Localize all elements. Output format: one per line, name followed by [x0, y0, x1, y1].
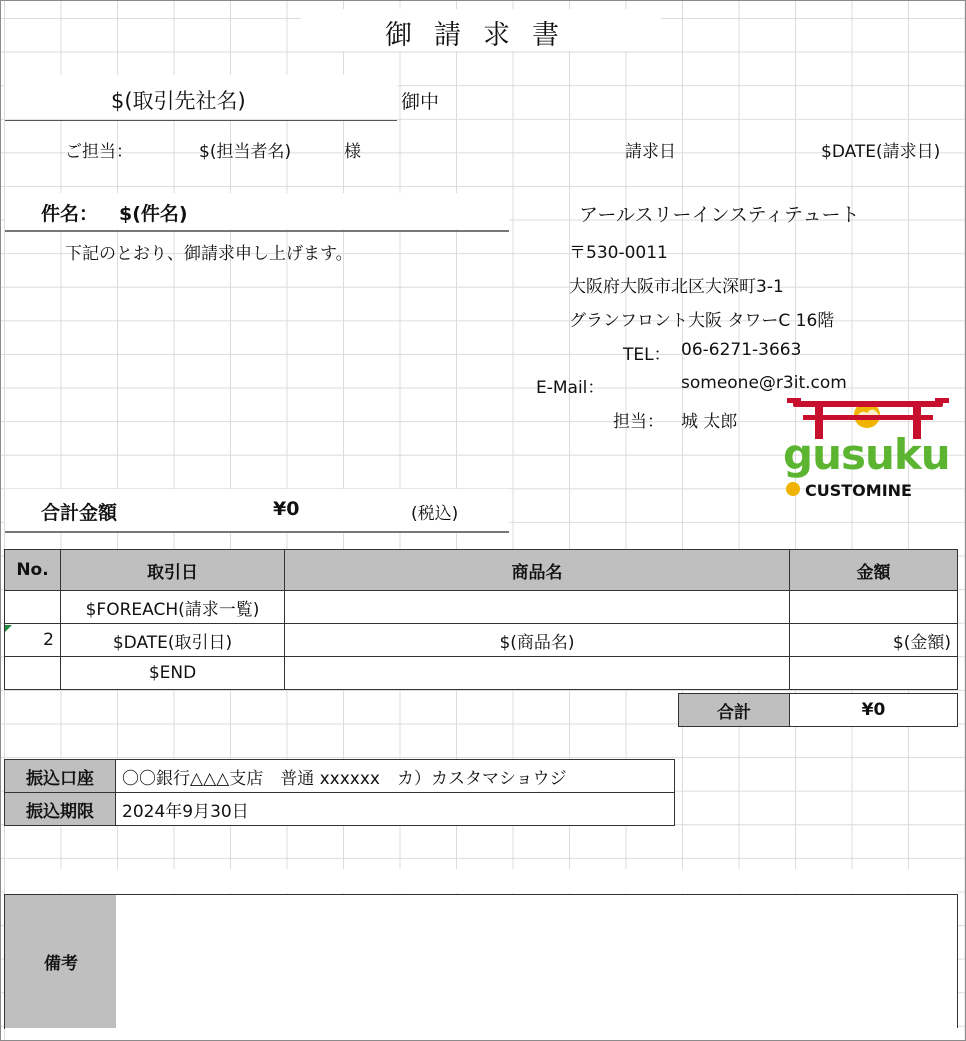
contact-label: ご担当： — [65, 142, 133, 162]
bank-table — [4, 759, 675, 826]
client-name: $(取引先社名) — [111, 89, 246, 113]
table-row — [5, 624, 958, 657]
header-no[interactable]: No. — [5, 550, 61, 591]
issuer-staff-value: 城 太郎 — [681, 412, 738, 432]
remarks-label[interactable]: 備考 — [4, 894, 118, 1029]
subject-value: $(件名) — [119, 203, 188, 225]
total-amount-value: ¥0 — [273, 498, 300, 520]
cell-amount[interactable] — [790, 657, 958, 690]
cell-amount[interactable]: $(金額) — [790, 624, 958, 657]
issuer-tel-label: TEL： — [623, 345, 671, 365]
cell-no[interactable] — [5, 591, 61, 624]
issuer-company: アールスリーインスティテュート — [579, 204, 860, 226]
cell-error-indicator-icon — [5, 625, 12, 632]
logo-wordmark: gusuku — [783, 430, 950, 479]
header-product[interactable]: 商品名 — [285, 550, 790, 591]
client-underline — [5, 120, 397, 121]
bank-account-label[interactable]: 振込口座 — [5, 760, 116, 793]
table-row — [5, 657, 958, 690]
issuer-postal: 〒530-0011 — [569, 243, 668, 263]
bank-account-value[interactable]: 〇〇銀行△△△支店 普通 xxxxxx カ）カスタマショウジ — [116, 760, 675, 793]
issuer-staff-label: 担当： — [613, 412, 664, 432]
logo-gate-top-icon — [793, 401, 943, 407]
bank-deadline-value[interactable]: 2024年9月30日 — [116, 793, 675, 826]
total-underline — [5, 531, 509, 533]
cell-product[interactable] — [285, 657, 790, 690]
table-row — [5, 591, 958, 624]
subject-label: 件名： — [41, 203, 99, 225]
table-row — [5, 760, 675, 793]
contact-name: $(担当者名) — [199, 142, 292, 162]
honorific-person: 様 — [344, 142, 361, 162]
logo-graphic — [779, 393, 955, 505]
cell-date[interactable]: $END — [61, 657, 285, 690]
intro-text: 下記のとおり、御請求申し上げます。 — [65, 244, 353, 264]
invoice-date-label: 請求日 — [625, 142, 676, 162]
cell-no[interactable]: 2 — [5, 624, 61, 657]
invoice-date-value: $DATE(請求日) — [821, 142, 941, 162]
bank-deadline-label[interactable]: 振込期限 — [5, 793, 116, 826]
items-total-value[interactable]: ¥0 — [790, 693, 958, 727]
issuer-email-label: E-Mail： — [536, 378, 605, 398]
issuer-address1: 大阪府大阪市北区大深町3-1 — [569, 277, 784, 297]
table-row — [5, 793, 675, 826]
items-header-row — [5, 550, 958, 591]
cell-amount[interactable] — [790, 591, 958, 624]
items-table — [4, 549, 958, 690]
cell-product[interactable] — [285, 591, 790, 624]
subject-underline — [5, 230, 509, 232]
issuer-address2: グランフロント大阪 タワーC 16階 — [569, 311, 835, 331]
gusuku-customine-logo — [779, 393, 955, 505]
remarks-box[interactable] — [116, 894, 958, 1029]
cell-date[interactable]: $FOREACH(請求一覧) — [61, 591, 285, 624]
document-title: 御請求書 — [385, 20, 581, 51]
sheet-bottom-margin — [5, 1028, 961, 1040]
total-amount-label: 合計金額 — [41, 502, 118, 524]
header-date[interactable]: 取引日 — [61, 550, 285, 591]
logo-sub: CUSTOMINE — [805, 481, 912, 500]
cell-date[interactable]: $DATE(取引日) — [61, 624, 285, 657]
tax-note: (税込) — [411, 504, 459, 524]
cell-product[interactable]: $(商品名) — [285, 624, 790, 657]
cell-no[interactable] — [5, 657, 61, 690]
honorific-company: 御中 — [401, 91, 440, 113]
issuer-email-value: someone@r3it.com — [681, 373, 847, 393]
items-total-label[interactable]: 合計 — [678, 693, 790, 727]
remarks-gap — [5, 869, 957, 893]
header-amount[interactable]: 金額 — [790, 550, 958, 591]
issuer-tel-value: 06-6271-3663 — [681, 340, 802, 360]
